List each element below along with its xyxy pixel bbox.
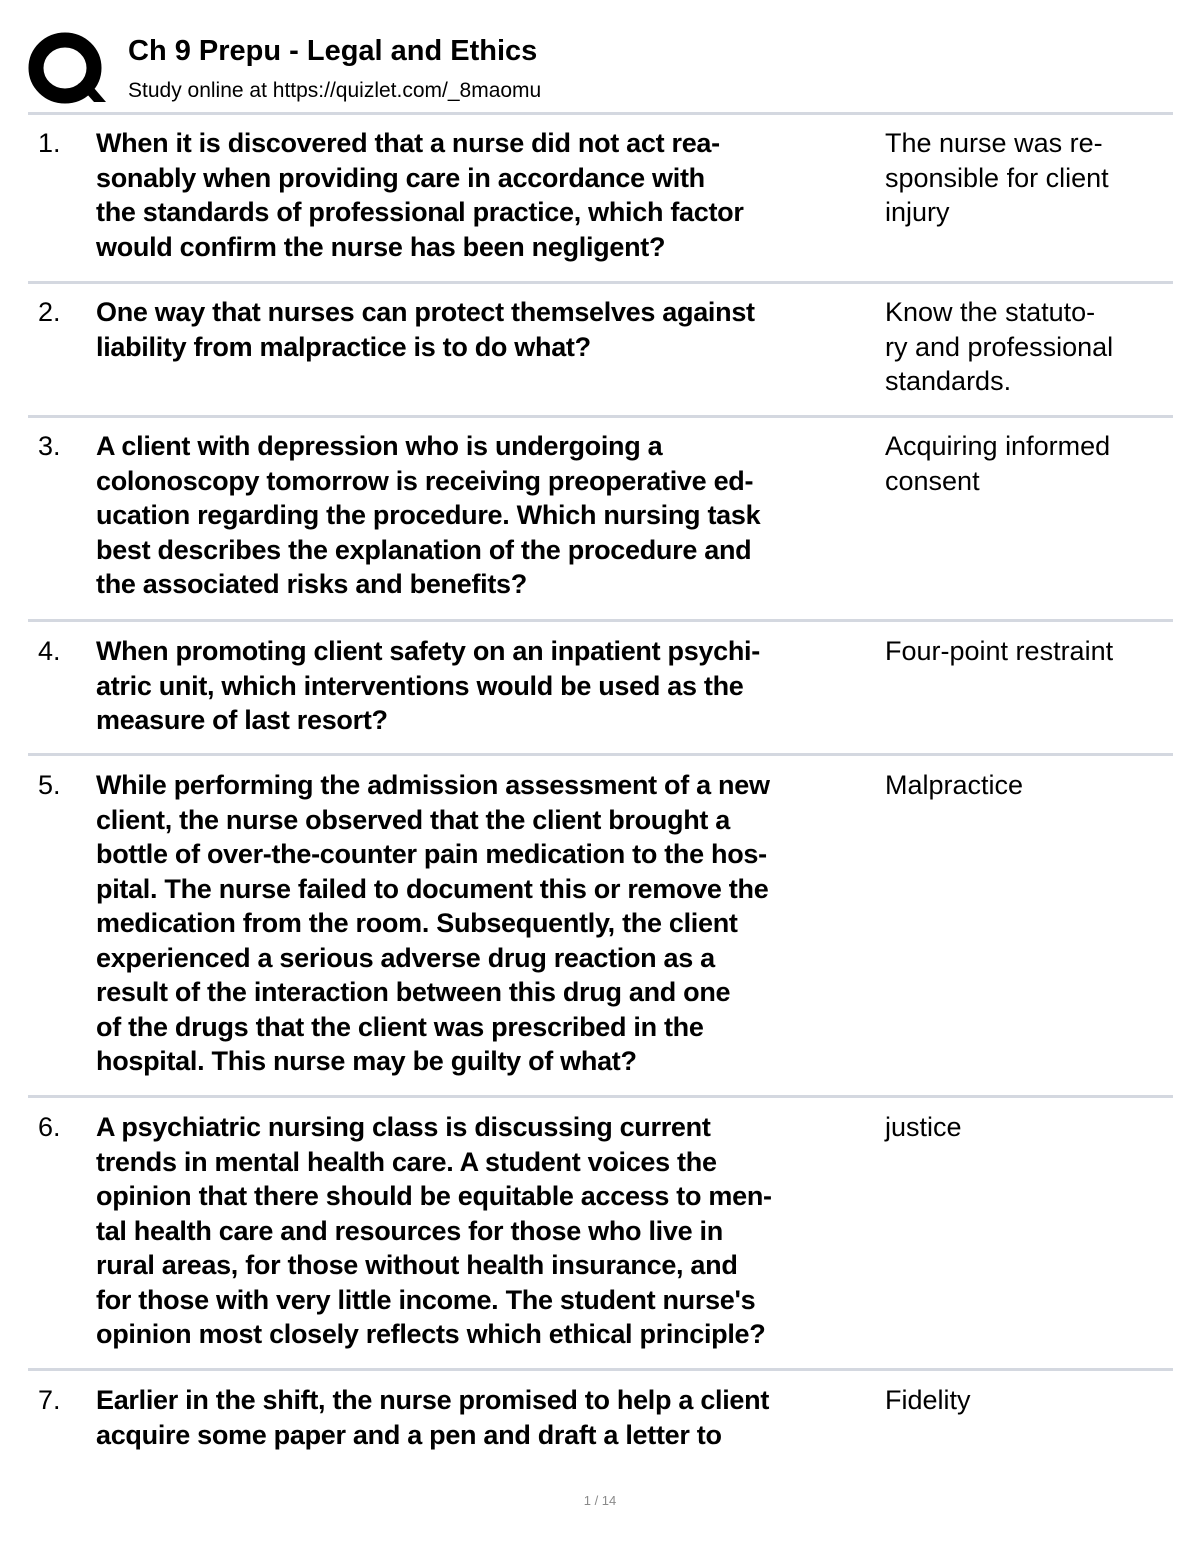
- card-question: One way that nurses can protect themselves against liability from malpractice is to do what?: [96, 297, 755, 362]
- page-indicator: 1 / 14: [583, 1493, 617, 1508]
- divider: [28, 112, 1173, 115]
- card-number: 2.: [38, 297, 61, 327]
- divider: [28, 1368, 1173, 1371]
- card-question: A client with depression who is undergoing a colonoscopy tomorrow is receiving preoperative ed- ucation regarding the procedure. Which nursing task best describes the explanation of the procedure and the associated risks and benefits?: [96, 431, 761, 599]
- divider: [28, 1095, 1173, 1098]
- divider: [28, 281, 1173, 284]
- card-answer: The nurse was re- sponsible for client injury: [885, 128, 1109, 227]
- card-question: Earlier in the shift, the nurse promised to help a client acquire some paper and a pen and draft a letter to: [96, 1385, 770, 1450]
- card-number: 3.: [38, 431, 61, 461]
- card-question: A psychiatric nursing class is discussing current trends in mental health care. A student voices the opinion that there should be equitable access to men- tal health care and resources for those who live in rural areas, for those without health insurance, and for those with very little income. The student nurse's opinion most closely reflects which ethical principle?: [96, 1112, 772, 1349]
- card-answer: justice: [885, 1112, 962, 1142]
- card-answer: Four-point restraint: [885, 636, 1114, 666]
- card-answer: Acquiring informed consent: [885, 431, 1111, 496]
- card-question: While performing the admission assessment of a new client, the nurse observed that the client brought a bottle of over-the-counter pain medication to the hos- pital. The nurse failed to document this or remove the medication from the room. Subsequently, the client experienced a serious adverse drug reaction as a result of the interaction between this drug and one of the drugs that the client was prescribed in the hospital. This nurse may be guilty of what?: [96, 770, 770, 1076]
- card-number: 5.: [38, 770, 61, 800]
- page-title: Ch 9 Prepu - Legal and Ethics: [128, 35, 538, 67]
- divider: [28, 753, 1173, 756]
- card-question: When promoting client safety on an inpatient psychi- atric unit, which interventions would be used as the measure of last resort?: [96, 636, 760, 735]
- card-number: 4.: [38, 636, 61, 666]
- card-number: 6.: [38, 1112, 61, 1142]
- divider: [28, 415, 1173, 418]
- card-question: When it is discovered that a nurse did not act rea- sonably when providing care in accordance with the standards of professional practice, which factor would confirm the nurse has been negligent?: [96, 128, 744, 262]
- card-answer: Fidelity: [885, 1385, 971, 1415]
- card-answer: Malpractice: [885, 770, 1024, 800]
- card-number: 7.: [38, 1385, 61, 1415]
- card-number: 1.: [38, 128, 61, 158]
- card-answer: Know the statuto- ry and professional standards.: [885, 297, 1114, 396]
- quizlet-q-logo-icon: [28, 32, 106, 106]
- divider: [28, 619, 1173, 622]
- page-header: [28, 30, 1173, 110]
- study-link-text: Study online at https://quizlet.com/_8maomu: [128, 79, 542, 102]
